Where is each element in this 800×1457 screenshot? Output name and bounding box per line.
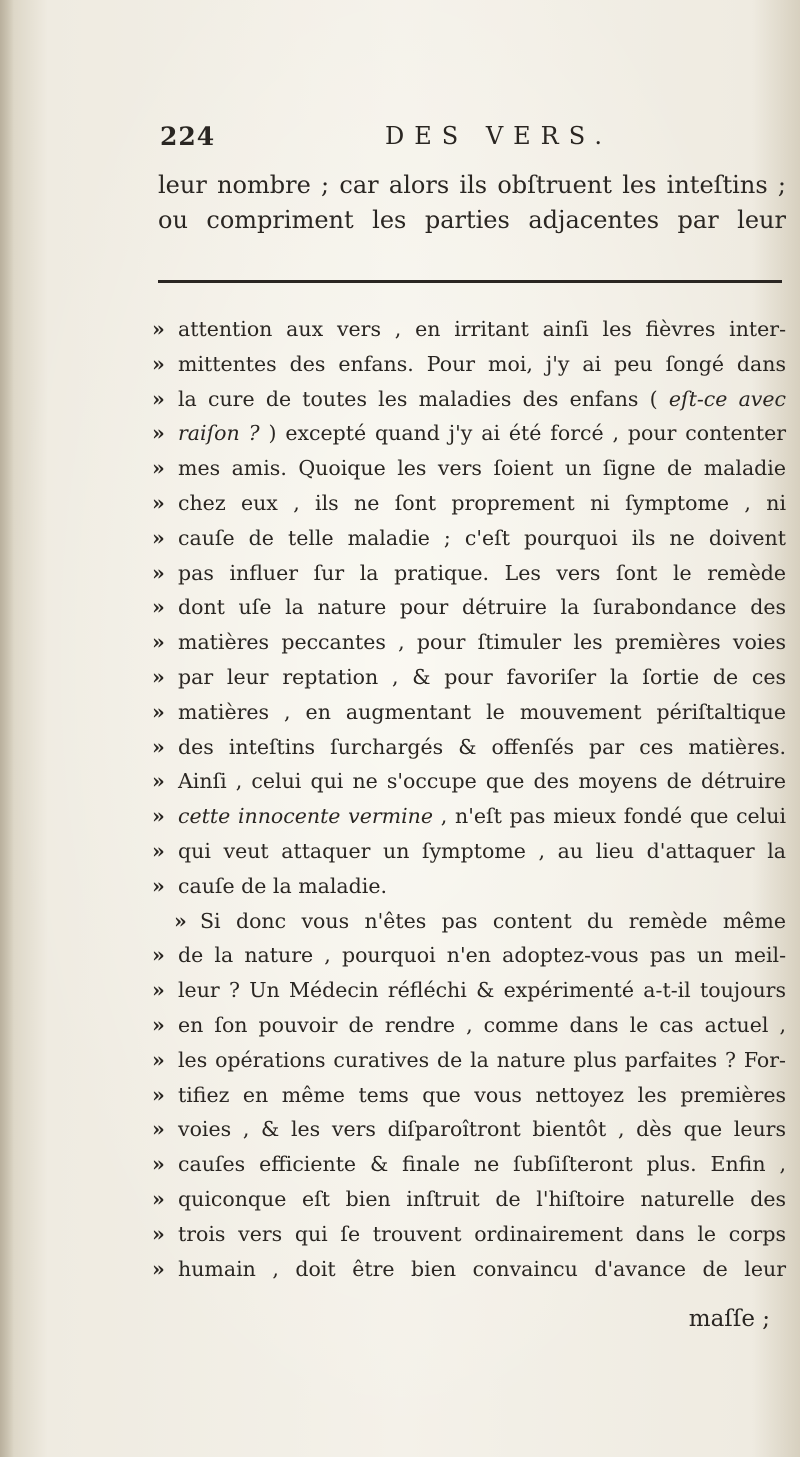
footnote-line <box>152 1043 786 1078</box>
text-run: cauſe de telle maladie ; c'eſt pourquoi ils ne doivent <box>178 525 786 550</box>
footnote-text <box>178 660 786 695</box>
footnote-line <box>152 1078 786 1113</box>
quotation-mark: » <box>152 1012 165 1037</box>
text-run: ) excepté quand j'y ai été forcé , pour contenter <box>259 421 787 446</box>
footnote-line <box>152 938 786 973</box>
running-title: DES VERS. <box>385 122 612 150</box>
text-run: par leur reptation , & pour favoriſer la ſortie de ces <box>178 664 786 689</box>
quotation-mark: » <box>152 873 165 898</box>
footnote-line <box>152 973 786 1008</box>
text-run: cauſe de la maladie. <box>178 873 387 898</box>
footnote-line <box>152 764 786 799</box>
quotation-mark: » <box>152 351 165 376</box>
text-run: mittentes des enfans. Pour moi, j'y ai peu ſongé dans <box>178 351 786 376</box>
footnote-text <box>178 1252 786 1287</box>
footnote-text <box>178 451 786 486</box>
footnote-line <box>152 1147 786 1182</box>
footnote-line <box>152 347 786 382</box>
footnote-text <box>178 799 786 834</box>
text-run: , n'eſt pas mieux fondé que celui <box>433 804 786 829</box>
footnote-text <box>178 521 786 556</box>
footnote-line <box>152 904 786 939</box>
text-run: leur ? Un Médecin réfléchi & expérimenté a-t-il toujours <box>178 978 786 1003</box>
text-run: pas influer ſur la pratique. Les vers ſont le remède <box>178 560 786 585</box>
text-run: la cure de toutes les maladies des enfans ( <box>178 386 669 411</box>
quotation-mark: » <box>152 943 165 968</box>
footnote-text <box>178 486 786 521</box>
footnote-line <box>152 382 786 417</box>
footnote-text <box>178 1112 786 1147</box>
quotation-mark: » <box>152 699 165 724</box>
quotation-mark: » <box>152 734 165 759</box>
footnote-text <box>178 1147 786 1182</box>
text-run: matières , en augmentant le mouvement périſtaltique <box>178 699 786 724</box>
footnote-line <box>152 486 786 521</box>
footnote-text <box>178 730 786 765</box>
text-run: quiconque eſt bien inſtruit de l'hiſtoire naturelle des <box>178 1186 786 1211</box>
footnote-line <box>152 625 786 660</box>
footnote-text <box>178 382 786 417</box>
footnote-line <box>152 730 786 765</box>
footnote-text <box>178 869 786 904</box>
footnote-line <box>152 590 786 625</box>
footnote-text <box>178 590 786 625</box>
quotation-mark: » <box>152 525 165 550</box>
quotation-mark: » <box>152 978 165 1003</box>
footnote-text <box>178 1078 786 1113</box>
quotation-mark: » <box>152 769 165 794</box>
footnote-text <box>178 347 786 382</box>
quotation-mark: » <box>152 421 165 446</box>
footnote-line <box>152 521 786 556</box>
footnote-line <box>152 1112 786 1147</box>
footnote-block <box>152 312 786 1286</box>
footnote-line <box>152 660 786 695</box>
main-text <box>158 168 786 238</box>
footnote-line <box>152 556 786 591</box>
text-run: mes amis. Quoique les vers ſoient un ſigne de maladie <box>178 456 786 481</box>
text-run: tifiez en même tems que vous nettoyez les premières <box>178 1082 786 1107</box>
footnote-line <box>152 834 786 869</box>
text-run: qui veut attaquer un ſymptome , au lieu d'attaquer la <box>178 838 786 863</box>
quotation-mark: » <box>152 1082 165 1107</box>
quotation-mark: » <box>152 386 165 411</box>
footnote-text <box>200 904 786 939</box>
footnote-line <box>152 799 786 834</box>
text-run: Ainſi , celui qui ne s'occupe que des moyens de détruire <box>178 769 786 794</box>
footnote-line <box>152 869 786 904</box>
footnote-text <box>178 1043 786 1078</box>
footnote-line <box>152 695 786 730</box>
text-run: les opérations curatives de la nature plus parfaites ? For- <box>178 1047 786 1072</box>
text-run: de la nature , pourquoi n'en adoptez-vous pas un meil- <box>178 943 786 968</box>
footnote-text <box>178 1182 786 1217</box>
footnote-text <box>178 312 786 347</box>
italic-phrase: eſt-ce avec <box>668 386 787 411</box>
text-run: trois vers qui ſe trouvent ordinairement dans le corps <box>178 1221 786 1246</box>
footnote-text <box>178 973 786 1008</box>
text-run: voies , & les vers diſparoîtront bientôt , dès que leurs <box>178 1117 786 1142</box>
footnote-line <box>152 312 786 347</box>
footnote-text <box>178 695 786 730</box>
main-text-line: leur nombre ; car alors ils obſtruent les inteſtins ; <box>158 171 786 199</box>
binding-shadow <box>0 0 14 1457</box>
text-run: cauſes efficiente & finale ne ſubſiſteront plus. Enfin , <box>178 1152 786 1177</box>
footnote-text <box>178 834 786 869</box>
quotation-mark: » <box>152 1186 165 1211</box>
quotation-mark: » <box>152 1221 165 1246</box>
footnote-line <box>152 1182 786 1217</box>
quotation-mark: » <box>152 1047 165 1072</box>
quotation-mark: » <box>152 1152 165 1177</box>
quotation-mark: » <box>174 908 187 933</box>
italic-phrase: raiſon ? <box>178 421 260 446</box>
quotation-mark: » <box>152 1117 165 1142</box>
text-run: humain , doit être bien convaincu d'avance de leur <box>178 1256 786 1281</box>
footnote-line <box>152 1217 786 1252</box>
quotation-mark: » <box>152 560 165 585</box>
footnote-text <box>178 416 786 451</box>
footnote-text <box>178 556 786 591</box>
footnote-line <box>152 416 786 451</box>
text-run: Si donc vous n'êtes pas content du remède même <box>200 908 786 933</box>
quotation-mark: » <box>152 804 165 829</box>
footnote-line <box>152 1252 786 1287</box>
text-run: attention aux vers , en irritant ainſi les fièvres inter- <box>178 317 786 341</box>
footnote-text <box>178 1008 786 1043</box>
quotation-mark: » <box>152 630 165 655</box>
quotation-mark: » <box>152 595 165 620</box>
footnote-text <box>178 938 786 973</box>
quotation-mark: » <box>152 1256 165 1281</box>
footnote-line <box>152 1008 786 1043</box>
quotation-mark: » <box>152 838 165 863</box>
quotation-mark: » <box>152 456 165 481</box>
text-run: dont uſe la nature pour détruire la ſurabondance des <box>178 595 786 620</box>
italic-phrase: cette innocente vermine <box>178 804 434 829</box>
quotation-mark: » <box>152 317 165 341</box>
page-header <box>160 122 780 162</box>
footnote-text <box>178 764 786 799</box>
footnote-text <box>178 1217 786 1252</box>
footnote-text <box>178 625 786 660</box>
main-text-line: ou compriment les parties adjacentes par leur <box>158 206 786 234</box>
text-run: chez eux , ils ne ſont proprement ni ſymptome , ni <box>178 490 786 515</box>
quotation-mark: » <box>152 664 165 689</box>
footnote-line <box>152 451 786 486</box>
footnote-rule <box>158 280 782 283</box>
text-run: matières peccantes , pour ſtimuler les premières voies <box>178 630 786 655</box>
text-run: des inteſtins ſurchargés & offenſés par ces matières. <box>178 734 786 759</box>
catchword: maſſe ; <box>688 1306 770 1332</box>
text-run: en ſon pouvoir de rendre , comme dans le cas actuel , <box>178 1012 786 1037</box>
page-number: 224 <box>160 122 216 151</box>
quotation-mark: » <box>152 490 165 515</box>
